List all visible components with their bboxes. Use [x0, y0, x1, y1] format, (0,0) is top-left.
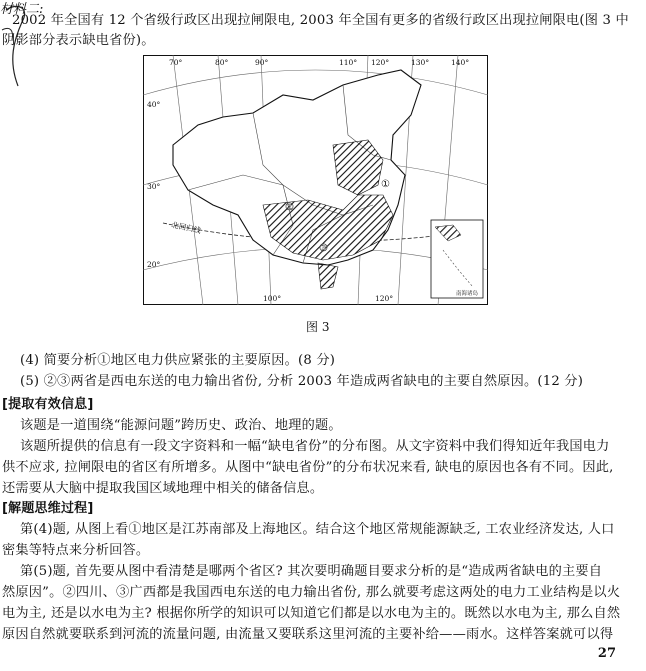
- section2-line-6: 原因自然就要联系到河流的流量问题, 由流量又要联系这里河流的主要补给——雨水。这样答案就可以得: [2, 627, 614, 642]
- south-sea-inset: [431, 220, 483, 298]
- page-number: 27: [597, 646, 616, 661]
- section-extract-info-heading: [提取有效信息]: [2, 397, 94, 412]
- lat-label-40: 40°: [147, 100, 161, 109]
- section1-line-4: 还需要从大脑中提取我国区域地理中相关的储备信息。: [2, 481, 324, 496]
- lon-label-130: 130°: [411, 58, 430, 67]
- question-5: (5) ②③两省是西电东送的电力输出省份, 分析 2003 年造成两省缺电的主要自然原因。(12 分): [20, 374, 584, 389]
- section1-line-3: 供不应求, 拉闸限电的省区有所增多。从图中“缺电省份”的分布状况来看, 缺电的原因也各有不同。因此,: [2, 460, 614, 475]
- section2-line-1: 第(4)题, 从图上看①地区是江苏南部及上海地区。结合这个地区常规能源缺乏, 工农业经济发达, 人口: [20, 522, 615, 537]
- lon-label-120: 120°: [371, 58, 390, 67]
- section2-line-4: 然原因”。②四川、③广西都是我国西电东送的电力输出省份, 那么就要考虑这两处的电力工业结构是以火: [2, 585, 621, 600]
- china-power-shortage-map: [143, 55, 488, 305]
- lon-label-140: 140°: [451, 58, 470, 67]
- section2-line-5: 电为主, 还是以水电为主? 根据你所学的知识可以知道它们都是以水电为主的。既然以水电为主, 那么自然: [2, 606, 621, 621]
- tropic-label: 北回归线: [170, 220, 202, 236]
- marker-3: ③: [319, 243, 328, 254]
- lon-label-120-bottom: 120°: [375, 294, 394, 303]
- question-4: (4) 简要分析①地区电力供应紧张的主要原因。(8 分): [20, 353, 336, 368]
- lon-label-70: 70°: [169, 58, 183, 67]
- marker-2: ②: [285, 202, 294, 213]
- lat-label-30: 30°: [147, 182, 161, 191]
- lon-label-100: 100°: [263, 294, 282, 303]
- corner-note: 材料二:: [0, 2, 44, 17]
- lon-label-110: 110°: [339, 58, 358, 67]
- lat-label-20: 20°: [147, 260, 161, 269]
- section2-line-3: 第(5)题, 首先要从图中看清楚是哪两个省区? 其次要明确题目要求分析的是“造成两省缺电的主要自: [20, 564, 603, 579]
- section1-line-2: 该题所提供的信息有一段文字资料和一幅“缺电省份”的分布图。从文字资料中我们得知近年我国电力: [20, 439, 610, 454]
- section2-line-2: 密集等特点来分析回答。: [2, 543, 150, 558]
- section-thinking-heading: [解题思维过程]: [2, 501, 94, 516]
- figure-caption: 图 3: [306, 320, 330, 334]
- inset-label: 南海诸岛: [456, 291, 479, 297]
- material-line-2: 阴影部分表示缺电省份)。: [2, 33, 155, 48]
- material-line-1: 2002 年全国有 12 个省级行政区出现拉闸限电, 2003 年全国有更多的省级行政区出现拉闸限电(图 3 中: [12, 13, 629, 28]
- section1-line-1: 该题是一道围绕“能源问题”跨历史、政治、地理的题。: [20, 418, 342, 433]
- lon-label-80: 80°: [215, 58, 229, 67]
- marker-1: ①: [381, 179, 390, 190]
- lon-label-90: 90°: [255, 58, 269, 67]
